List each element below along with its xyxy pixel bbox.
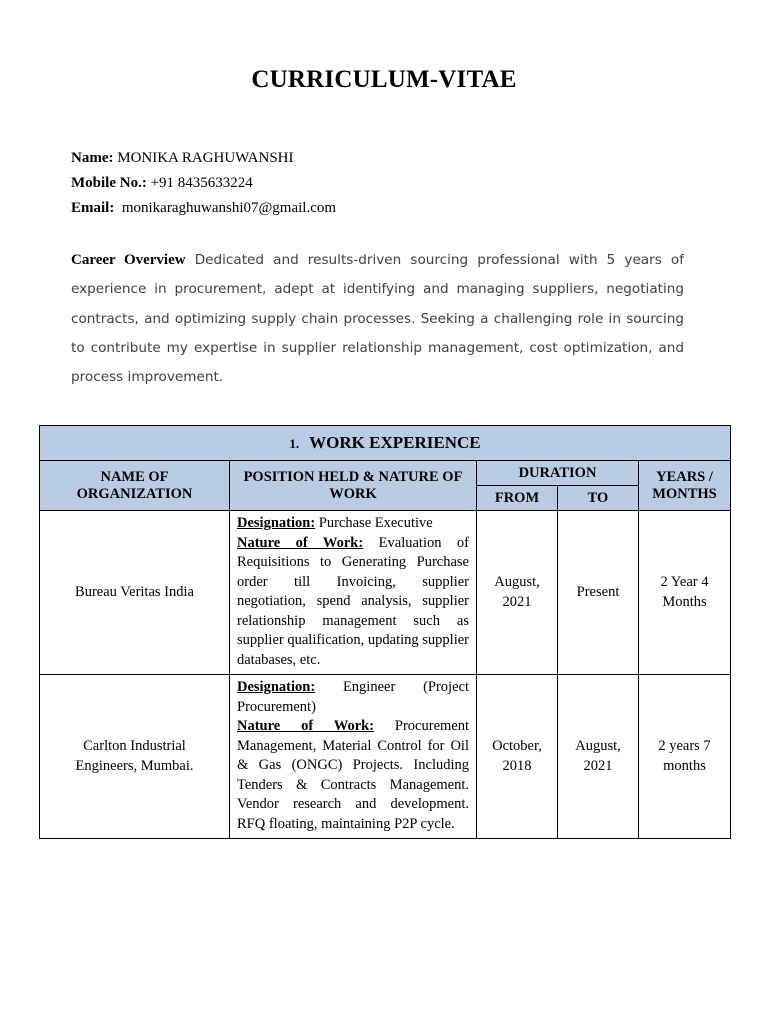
position-cell: [230, 675, 477, 839]
years-cell: 2 years 7 months: [639, 675, 731, 839]
nature-of-work-value: Evaluation of Requisitions to Generating Purchase order till Invoicing, supplier negotiation, spend analysis, supplier relationship management such as supplier qualification, updating supplier databases, etc.: [237, 534, 469, 668]
position-cell: [230, 511, 477, 675]
designation-label: Designation:: [237, 515, 316, 531]
name-line: [71, 149, 293, 168]
section-title: [40, 426, 731, 461]
nature-of-work-value: Procurement Management, Material Control for Oil & Gas (ONGC) Projects. Including Tenders & Contracts Management. Vendor research and development. RFQ floating, maintaining P2P cycle.: [237, 718, 469, 832]
col-organization-header: NAME OF ORGANIZATION: [40, 461, 230, 511]
organization-cell: Bureau Veritas India: [40, 511, 230, 675]
email-line: [71, 199, 336, 218]
col-position-header: POSITION HELD & NATURE OF WORK: [230, 461, 477, 511]
organization-cell: Carlton Industrial Engineers, Mumbai.: [40, 675, 230, 839]
from-cell: August, 2021: [477, 511, 558, 675]
mobile-label: Mobile No.:: [71, 175, 147, 191]
career-overview-label: Career Overview: [71, 252, 186, 268]
table-row: [40, 675, 731, 839]
page-title: CURRICULUM-VITAE: [251, 66, 517, 93]
email-value: monikaraghuwanshi07@gmail.com: [121, 200, 337, 216]
section-number: 1.: [289, 436, 300, 451]
mobile-value: +91 8435633224: [150, 175, 253, 191]
career-overview-text: Dedicated and results-driven sourcing professional with 5 years of experience in procurement, adept at identifying and managing suppliers, negotiating contracts, and optimizing supply chain processes. Seeking a challenging role in sourcing to contribute my expertise in supplier relationship management, cost optimization, and process improvement.: [71, 252, 684, 386]
from-cell: October, 2018: [477, 675, 558, 839]
name-value: MONIKA RAGHUWANSHI: [117, 150, 294, 166]
nature-of-work-label: Nature of Work:: [237, 718, 375, 734]
name-label: Name:: [71, 150, 114, 166]
designation-label: Designation:: [237, 679, 316, 695]
years-cell: 2 Year 4 Months: [639, 511, 731, 675]
work-experience-table: [39, 425, 731, 839]
nature-of-work-label: Nature of Work:: [237, 534, 364, 551]
career-overview: [71, 246, 684, 392]
col-duration-header: DURATION: [477, 461, 639, 486]
section-title-text: WORK EXPERIENCE: [309, 433, 481, 452]
col-years-header: YEARS / MONTHS: [639, 461, 731, 511]
col-to-header: TO: [558, 486, 639, 511]
mobile-line: [71, 174, 253, 193]
col-from-header: FROM: [477, 486, 558, 511]
email-label: Email:: [71, 200, 115, 216]
designation-value: Purchase Executive: [318, 515, 433, 531]
to-cell: August, 2021: [558, 675, 639, 839]
table-row: [40, 511, 731, 675]
designation-value: Engineer (Project Procurement): [237, 679, 469, 715]
to-cell: Present: [558, 511, 639, 675]
